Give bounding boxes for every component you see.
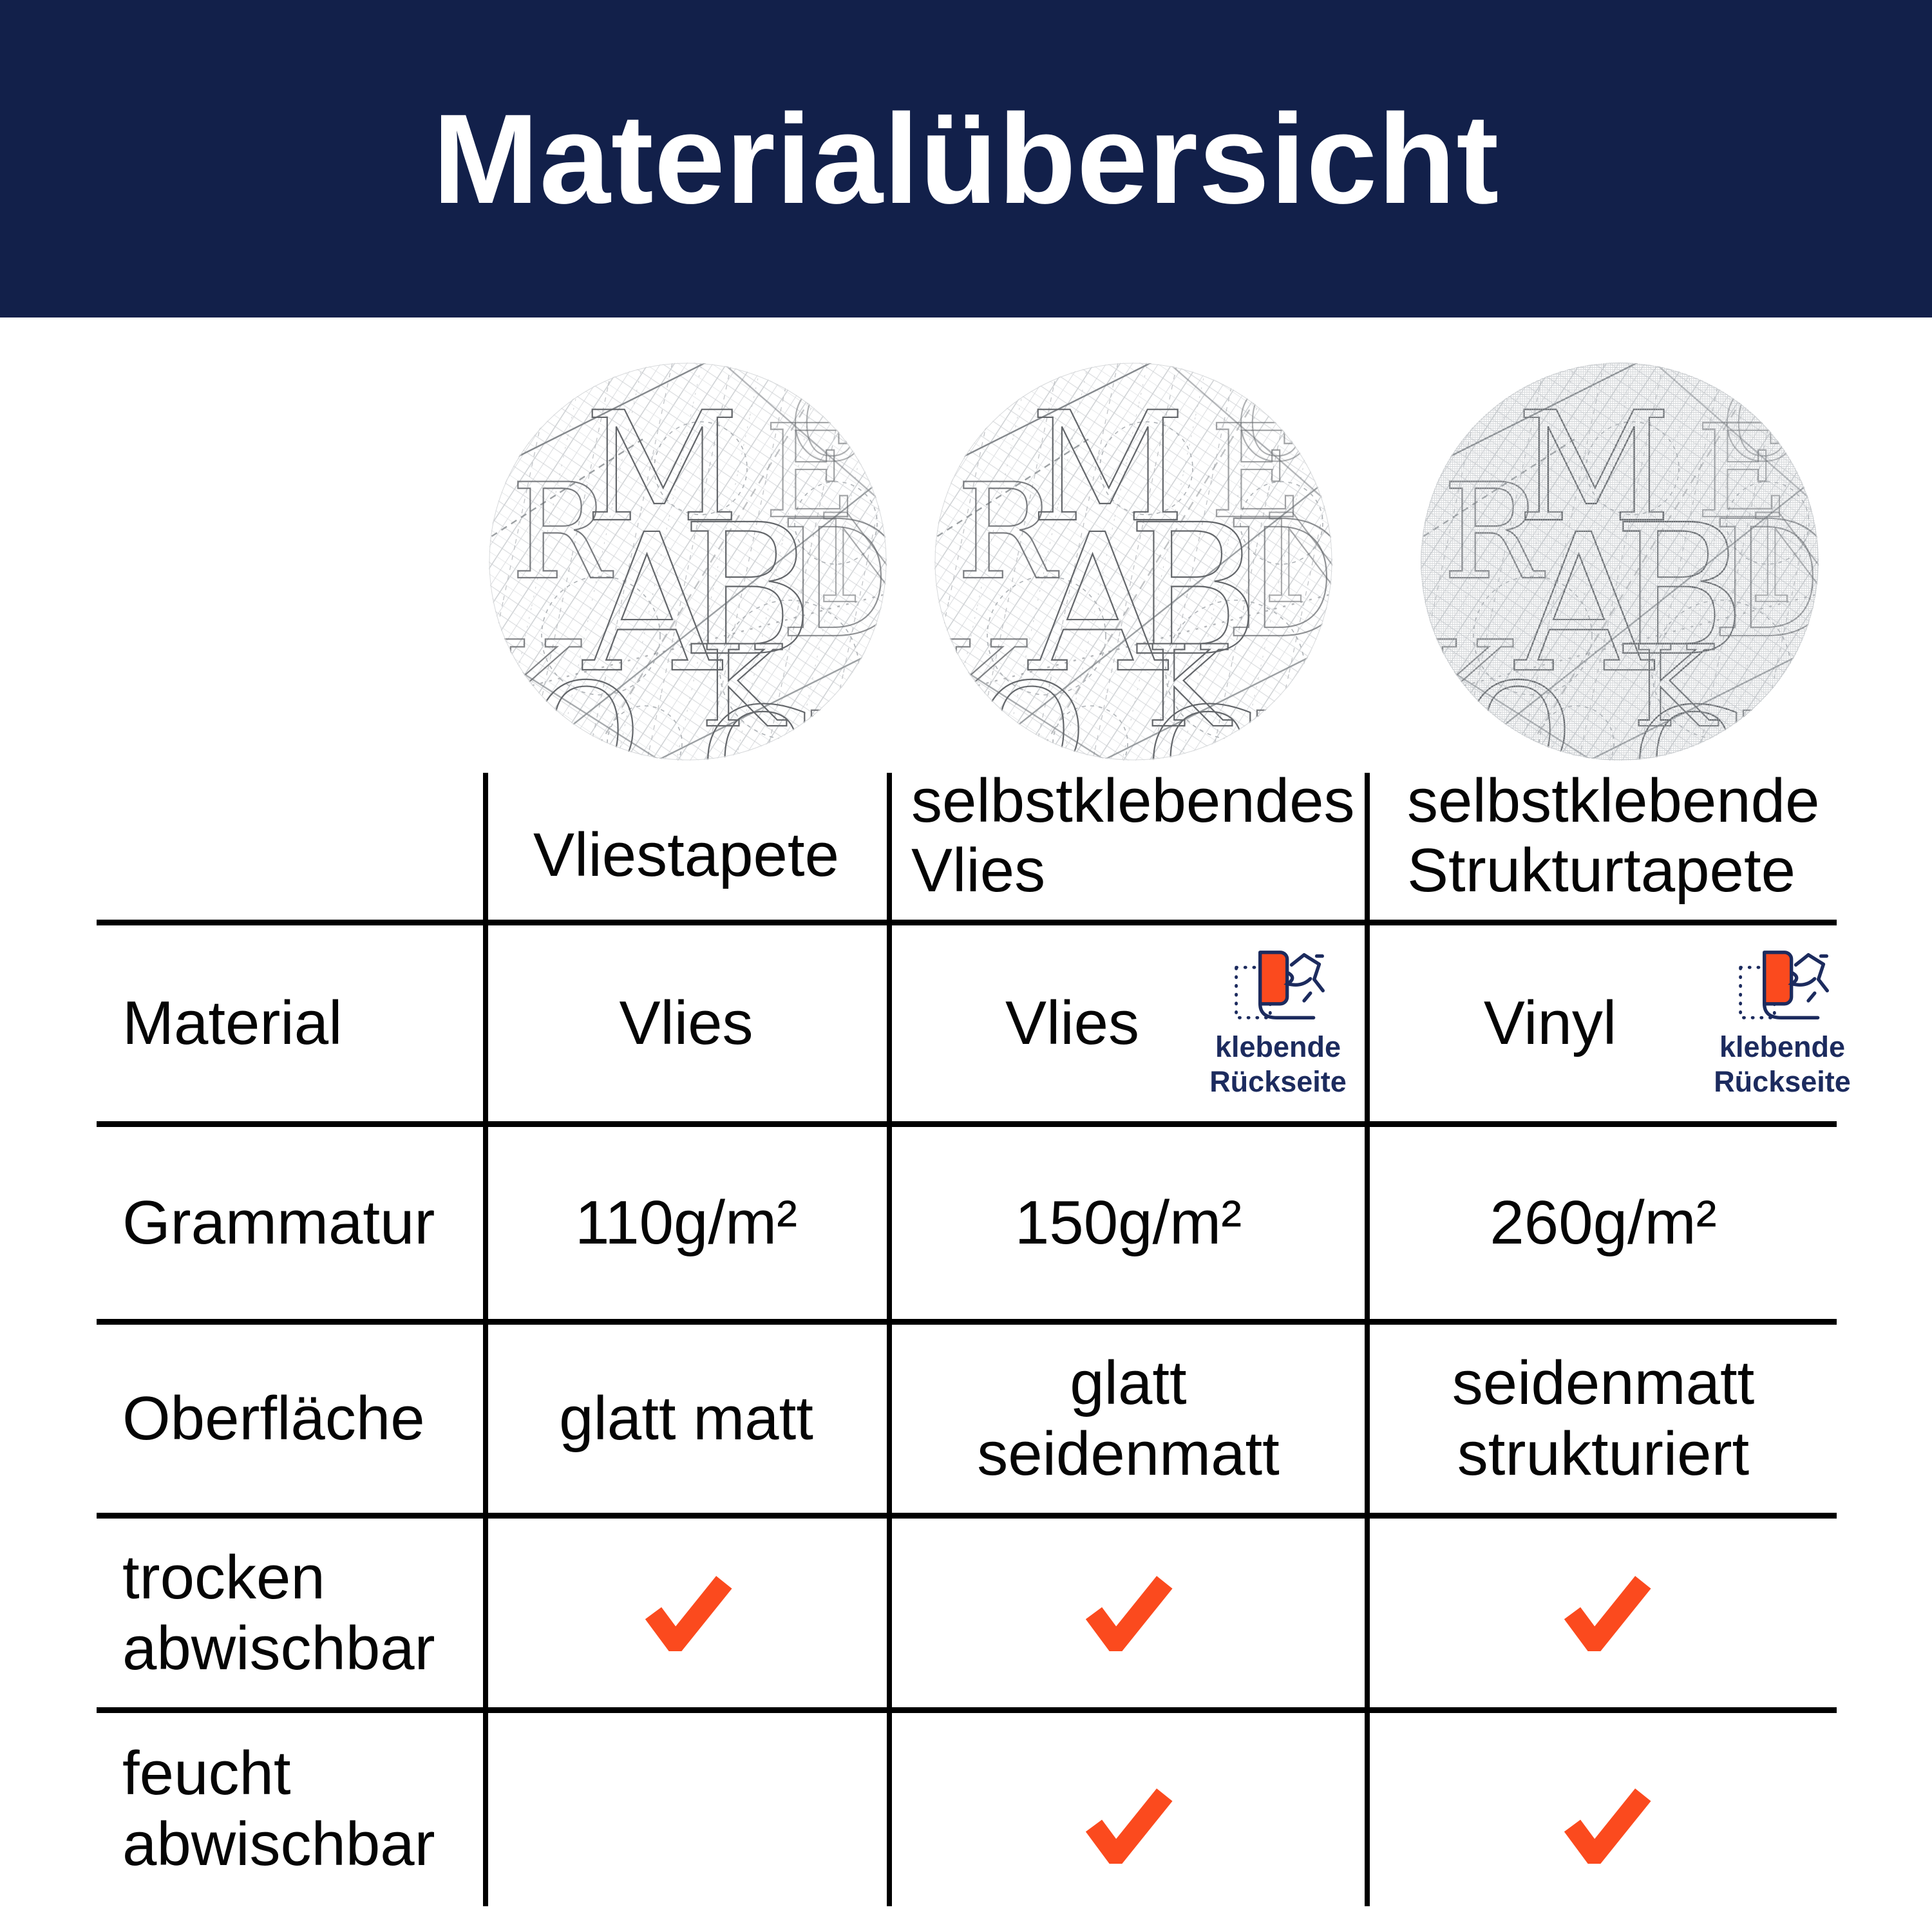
row-label-trocken-abwischbar (122, 1519, 470, 1707)
peeling-sticker-icon (1734, 946, 1831, 1025)
column-header-label: selbstklebende (1407, 766, 1820, 835)
badge-label: Rückseite (1209, 1065, 1347, 1098)
material-swatch-selbstklebendes-vlies (934, 362, 1333, 761)
row-label-text: abwischbar (122, 1810, 435, 1879)
row-label-feucht-abwischbar (122, 1713, 470, 1905)
row-label-text: feucht (122, 1739, 291, 1808)
cell-value: seidenmatt (1452, 1349, 1755, 1417)
row-label-text: trocken (122, 1542, 325, 1612)
header-band (0, 0, 1932, 317)
cell-material-selbstklebendes-vlies (892, 925, 1253, 1121)
adhesive-back-badge (1199, 933, 1357, 1113)
column-header-vliestapete (486, 773, 887, 917)
cell-value: 260g/m² (1490, 1188, 1717, 1257)
check-icon (643, 1574, 733, 1651)
table-column-line-3 (1365, 773, 1370, 1906)
material-swatch-vliestapete (488, 362, 887, 761)
cell-material-strukturtapete (1370, 925, 1730, 1121)
badge-label: klebende (1719, 1030, 1846, 1063)
table-row-line-2 (97, 1121, 1837, 1127)
cell-oberflaeche-selbstklebendes-vlies (892, 1325, 1365, 1513)
material-swatch-strukturtapete (1420, 362, 1819, 761)
cell-value: Vlies (1005, 989, 1140, 1057)
cell-grammatur-selbstklebendes-vlies (892, 1127, 1365, 1319)
column-header-label: Vlies (911, 836, 1046, 905)
row-label-text: Oberfläche (122, 1384, 425, 1453)
table-row-line-3 (97, 1319, 1837, 1325)
row-label-text: Grammatur (122, 1188, 435, 1257)
row-label-text: Material (122, 989, 343, 1057)
page-title: Materialübersicht (432, 88, 1500, 230)
cell-value: 150g/m² (1014, 1188, 1242, 1257)
cell-value: Vlies (619, 989, 753, 1057)
column-header-strukturtapete (1407, 766, 1845, 917)
cell-value: 110g/m² (574, 1188, 798, 1257)
texture-overlay (1421, 363, 1819, 761)
check-icon (1083, 1786, 1173, 1864)
table-row-line-1 (97, 920, 1837, 925)
row-label-oberflaeche (122, 1325, 470, 1513)
column-header-label: Vliestapete (533, 820, 839, 889)
table-row-line-5 (97, 1707, 1837, 1713)
check-icon (1083, 1574, 1173, 1651)
check-icon (1562, 1574, 1652, 1651)
row-label-material (122, 925, 470, 1121)
cell-material-vliestapete (486, 925, 887, 1121)
cell-oberflaeche-vliestapete (486, 1325, 887, 1513)
column-header-label: Strukturtapete (1407, 836, 1795, 905)
row-label-grammatur (122, 1127, 470, 1319)
cell-value: strukturiert (1457, 1419, 1750, 1488)
cell-grammatur-strukturtapete (1370, 1127, 1837, 1319)
row-label-text: abwischbar (122, 1613, 435, 1683)
cell-oberflaeche-strukturtapete (1370, 1325, 1837, 1513)
check-icon (1562, 1786, 1652, 1864)
cell-value: seidenmatt (977, 1419, 1280, 1488)
peeling-sticker-icon (1230, 946, 1327, 1025)
badge-label: Rückseite (1714, 1065, 1851, 1098)
cell-value: glatt (1070, 1349, 1187, 1417)
badge-label: klebende (1215, 1030, 1341, 1063)
column-header-label: selbstklebendes (911, 766, 1355, 835)
adhesive-back-badge (1703, 933, 1861, 1113)
table-column-line-2 (887, 773, 892, 1906)
column-header-selbstklebendes-vlies (911, 766, 1362, 917)
cell-grammatur-vliestapete (486, 1127, 887, 1319)
table-row-line-4 (97, 1513, 1837, 1519)
cell-value: Vinyl (1483, 989, 1617, 1057)
cell-value: glatt matt (559, 1384, 813, 1453)
